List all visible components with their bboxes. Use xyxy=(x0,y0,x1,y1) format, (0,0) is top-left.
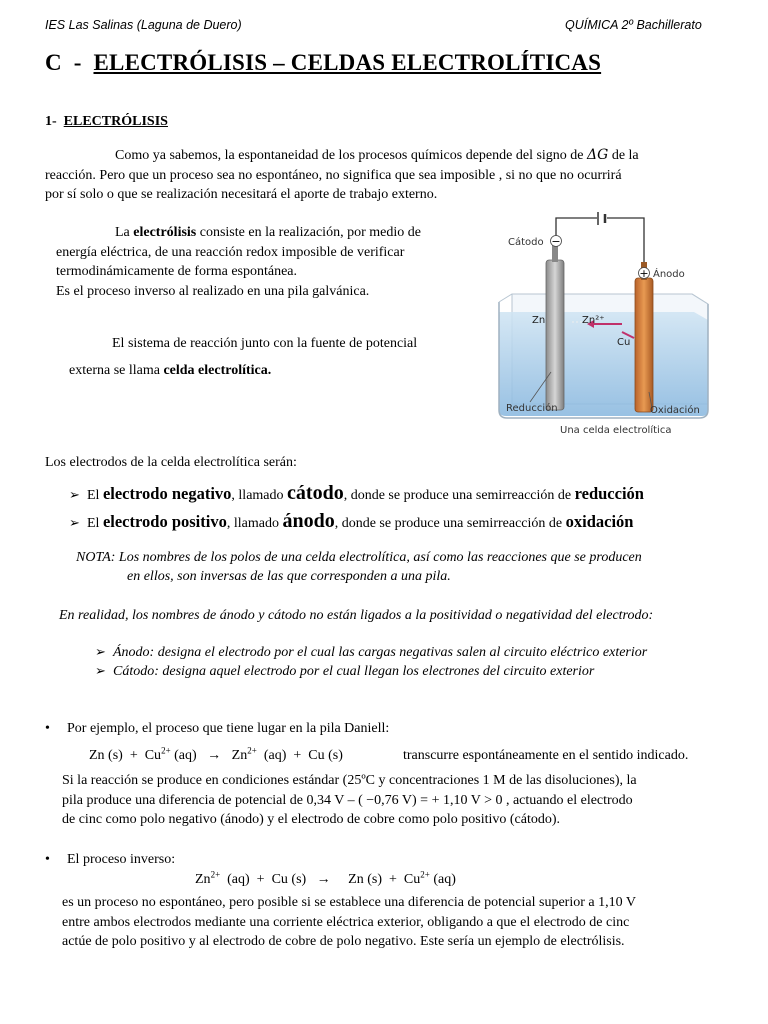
label-zn-ion: Zn²⁺ xyxy=(582,315,605,326)
intro-line-1 xyxy=(45,146,639,166)
header-school: IES Las Salinas (Laguna de Duero) xyxy=(45,18,242,32)
b2-anode: ánodo xyxy=(282,510,335,532)
b2-text-c: , llamado xyxy=(226,516,283,531)
eq-part: Zn xyxy=(195,872,211,887)
b2-oxidation: oxidación xyxy=(565,512,634,531)
def-line-4: Es el proceso inverso al realizado en una pila galvánica. xyxy=(56,283,370,299)
b1-text-a: El xyxy=(87,488,103,503)
intro-text-end: de la xyxy=(608,148,639,163)
section-heading xyxy=(45,114,168,130)
b2-text-e: , donde se produce una semirreacción de xyxy=(334,516,566,531)
def-text: La xyxy=(115,225,134,240)
def-line-3: termodinámicamente de forma espontánea. xyxy=(56,264,298,279)
eq-part: (aq) + Cu (s) xyxy=(256,748,343,763)
intro-paragraph xyxy=(45,146,639,205)
wire-right xyxy=(607,218,644,262)
label-zn: Zn xyxy=(532,315,546,326)
wire-left xyxy=(556,218,597,240)
bullet-dot-icon: • xyxy=(45,721,50,736)
catodo-def: Cátodo: designa aquel electrodo por el cual llegan los electrones del circuito exterior xyxy=(113,664,595,679)
system-line-1: El sistema de reacción junto con la fuente de potencial xyxy=(112,336,418,351)
intro-line-3: por sí solo o que se realización necesitará el aporte de trabajo externo. xyxy=(45,187,438,202)
b1-cathode: cátodo xyxy=(287,482,344,504)
label-reduccion: Reducción xyxy=(506,403,558,414)
intro-text: Como ya sabemos, la espontaneidad de los procesos químicos depende del signo de xyxy=(115,148,588,163)
title-prefix: C - xyxy=(45,50,94,75)
electrolytic-cell-figure xyxy=(494,212,710,438)
figure-caption: Una celda electrolítica xyxy=(560,425,672,436)
daniell-equation xyxy=(89,746,343,766)
ejemplo-line-2: pila produce una diferencia de potencial de 0,34 V – ( −0,76 V) = + 1,10 V > 0 , actuando el electrodo xyxy=(62,792,633,808)
solution xyxy=(499,312,708,416)
eq-superscript: 2+ xyxy=(210,869,221,880)
daniell-comment: transcurre espontáneamente en el sentido indicado. xyxy=(403,748,689,763)
inverso-paragraph xyxy=(62,893,636,952)
eq-part: Zn (s) + Cu xyxy=(89,748,162,763)
b1-text-c: , llamado xyxy=(231,488,288,503)
nota-line-1: NOTA: Los nombres de los polos de una celda electrolítica, así como las reacciones que se producen xyxy=(76,550,642,565)
inverso-line-1: es un proceso no espontáneo, pero posible si se establece una diferencia de potencial superior a 1,10 V xyxy=(62,895,636,910)
page-title xyxy=(45,50,601,76)
arrow-bullet-icon: ➢ xyxy=(69,515,80,530)
b1-reduction: reducción xyxy=(574,484,644,503)
ejemplo-paragraph xyxy=(62,771,637,830)
copper-electrode xyxy=(635,278,653,412)
intro-line-2: reacción. Pero que un proceso sea no espontáneo, no significa que sea imposible , si no que no ocurrirá xyxy=(45,167,622,183)
def-line-2: energía eléctrica, de una reacción redox imposible de verificar xyxy=(56,244,405,260)
ejemplo-text: Por ejemplo, el proceso que tiene lugar en la pila Daniell: xyxy=(67,721,390,736)
label-oxidacion: Oxidación xyxy=(650,405,700,416)
b2-text-a: El xyxy=(87,516,103,531)
def-line-1 xyxy=(56,223,421,243)
realidad-bullet-1 xyxy=(95,642,647,663)
electrode-bullet-2 xyxy=(69,508,633,537)
system-term: celda electrolítica. xyxy=(163,363,272,378)
inverso-text: El proceso inverso: xyxy=(67,852,176,867)
cell-diagram xyxy=(494,212,710,438)
eq-superscript: 2+ xyxy=(161,745,171,756)
electrodes-intro: Los electrodos de la celda electrolítica serán: xyxy=(45,455,297,470)
def-term: electrólisis xyxy=(133,225,197,240)
realidad-bullet-2 xyxy=(95,661,594,682)
anodo-def: Ánodo: designa el electrodo por el cual las cargas negativas salen al circuito eléctrico exterior xyxy=(113,645,648,660)
eq-part: (aq) → Zn xyxy=(170,748,248,763)
ejemplo-line-3: de cinc como polo negativo (ánodo) y el electrodo de cobre como polo positivo (cátodo). xyxy=(62,812,561,827)
b1-text-e: , donde se produce una semirreacción de xyxy=(343,488,575,503)
system-line-2 xyxy=(69,361,271,381)
electrode-bullet-1 xyxy=(69,480,644,509)
header-course: QUÍMICA 2º Bachillerato xyxy=(565,18,702,32)
inverso-line-3: actúe de polo positivo y al electrodo de cobre de polo negativo. Este sería un ejemplo de electrólisis. xyxy=(62,934,625,949)
b2-term: electrodo positivo xyxy=(102,512,227,531)
ejemplo-bullet xyxy=(45,719,389,739)
inverse-equation xyxy=(195,870,456,890)
title-main: ELECTRÓLISIS – CELDAS ELECTROLÍTICAS xyxy=(93,50,602,75)
inverso-line-2: entre ambos electrodos mediante una corriente eléctrica exterior, obligando a que el electrodo de cinc xyxy=(62,914,630,930)
ejemplo-line-1: Si la reacción se produce en condiciones estándar (25ºC y concentraciones 1 M de las disoluciones), la xyxy=(62,773,637,788)
bullet-dot-icon: • xyxy=(45,852,50,867)
arrow-bullet-icon: ➢ xyxy=(95,663,106,678)
eq-part: (aq) xyxy=(429,872,456,887)
nota-line-2: en ellos, son inversas de las que corresponden a una pila. xyxy=(127,569,451,584)
system-text: externa se llama xyxy=(69,363,164,378)
eq-superscript: 2+ xyxy=(247,745,257,756)
b1-term: electrodo negativo xyxy=(102,484,232,503)
section-label: ELECTRÓLISIS xyxy=(63,114,168,129)
plus-sign: + xyxy=(639,267,649,280)
realidad-intro: En realidad, los nombres de ánodo y cátodo no están ligados a la positividad o negatividad del electrodo: xyxy=(59,608,654,623)
label-anodo: Ánodo xyxy=(653,269,685,280)
delta-g-symbol: ΔG xyxy=(587,147,609,163)
inverso-bullet xyxy=(45,850,175,870)
def-text-end: consiste en la realización, por medio de xyxy=(196,225,421,240)
definition-paragraph xyxy=(56,223,421,301)
zinc-electrode xyxy=(546,260,564,410)
minus-sign: − xyxy=(551,235,561,248)
label-catodo: Cátodo xyxy=(508,237,544,248)
section-number: 1- xyxy=(45,114,64,129)
eq-superscript: 2+ xyxy=(420,869,430,880)
arrow-bullet-icon: ➢ xyxy=(95,644,106,659)
label-cu: Cu xyxy=(617,337,631,348)
arrow-bullet-icon: ➢ xyxy=(69,487,80,502)
eq-part: (aq) + Cu (s) → Zn (s) + Cu xyxy=(220,872,421,887)
